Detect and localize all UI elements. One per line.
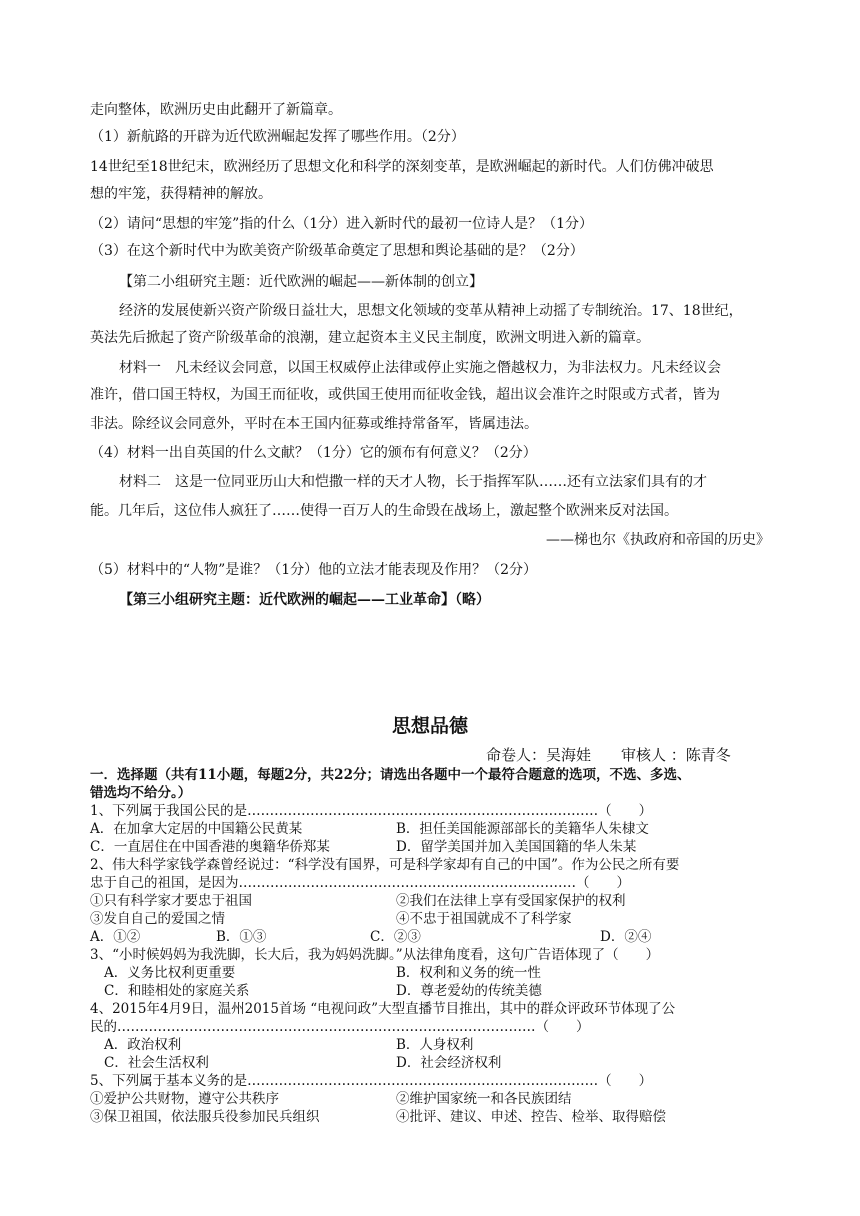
question-2: 2、伟大科学家钱学森曾经说过：“科学没有国界，可是科学家却有自己的中国”。作为公民之所有要 [90, 857, 680, 873]
history-paragraph: 英法先后掀起了资产阶级革命的浪潮，建立起资本主义民主制度，欧洲文明进入新的篇章。 [90, 330, 650, 346]
material-2: 能。几年后，这位伟人疯狂了……使得一百万人的生命毁在战场上，激起整个欧洲来反对法国。 [90, 503, 678, 519]
history-question-1: （1）新航路的开辟为近代欧洲崛起发挥了哪些作用。（2分） [90, 129, 465, 145]
option: A．在加拿大定居的中国籍公民黄某 [90, 821, 303, 837]
statement: ④不忠于祖国就成不了科学家 [396, 911, 572, 927]
group2-heading: 【第二小组研究主题：近代欧洲的崛起——新体制的创立】 [119, 274, 483, 290]
material-2-source: ——梯也尔《执政府和帝国的历史》 [546, 532, 770, 548]
material-2: 材料二 这是一位同亚历山大和恺撒一样的天才人物，长于指挥军队……还有立法家们具有的才 [119, 474, 707, 490]
option: B．人身权利 [396, 1037, 474, 1053]
statement: ③保卫祖国，依法服兵役参加民兵组织 [90, 1109, 320, 1125]
question-4: 4、2015年4月9日，温州2015首场 “电视问政”大型直播节目推出，其中的群众评政环节体现了公 [90, 1001, 676, 1017]
option: C．一直居住在中国香港的奥籍华侨郑某 [90, 839, 330, 855]
option: D．社会经济权利 [396, 1055, 502, 1071]
material-1: 准许，借口国王特权，为国王而征收，或供国王使用而征收金钱，超出议会准许之时限或方式者，皆为 [90, 387, 720, 403]
option: D．②④ [600, 929, 652, 945]
material-1: 材料一 凡未经议会同意，以国王权威停止法律或停止实施之僭越权力，为非法权力。凡未经议会 [119, 360, 721, 376]
statement: ②维护国家统一和各民族团结 [396, 1091, 572, 1107]
history-line: 走向整体，欧洲历史由此翻开了新篇章。 [90, 102, 342, 118]
statement: ①只有科学家才要忠于祖国 [90, 893, 252, 909]
question-5: 5、下列属于基本义务的是……………………………………………………………………（ ） [90, 1073, 653, 1089]
ethics-title: 思想品德 [391, 715, 468, 737]
authors-line: 命卷人：吴海娃 审核人 ：陈青冬 [486, 746, 731, 764]
option: C．②③ [370, 929, 421, 945]
history-paragraph: 经济的发展使新兴资产阶级日益壮大，思想文化领域的变革从精神上动摇了专制统治。17、18世纪， [119, 303, 743, 319]
option: A．义务比权利更重要 [104, 965, 236, 981]
material-1: 非法。除经议会同意外，平时在本王国内征募或维持常备军，皆属违法。 [90, 416, 538, 432]
history-question-2: （2）请问“思想的牢笼”指的什么（1分）进入新时代的最初一位诗人是？（1分） [90, 216, 594, 232]
option: A．政治权利 [104, 1037, 182, 1053]
question-2: 忠于自己的祖国，是因为…………………………………………………………………（ ） [90, 875, 630, 891]
option: A．①② [90, 929, 141, 945]
option: C．和睦相处的家庭关系 [104, 983, 250, 999]
question-4: 民的…………………………………………………………………………………（ ） [90, 1019, 590, 1035]
statement: ③发自自己的爱国之情 [90, 911, 225, 927]
history-paragraph: 想的牢笼，获得精神的解放。 [90, 186, 272, 202]
history-question-4: （4）材料一出自英国的什么文献？（1分）它的颁布有何意义？（2分） [90, 445, 537, 461]
section-heading: 一．选择题（共有11小题，每题2分，共22分；请选出各题中一个最符合题意的选项，不选、多选、 [90, 767, 691, 783]
group3-heading: 【第三小组研究主题：近代欧洲的崛起——工业革命】（略） [119, 592, 490, 608]
history-question-3: （3）在这个新时代中为欧美资产阶级革命奠定了思想和舆论基础的是？（2分） [90, 243, 584, 259]
option: B．权利和义务的统一性 [396, 965, 541, 981]
option: C．社会生活权利 [104, 1055, 209, 1071]
option: B．①③ [216, 929, 267, 945]
history-question-5: （5）材料中的“人物”是谁？（1分）他的立法才能表现及作用？（2分） [90, 562, 538, 578]
statement: ②我们在法律上享有受国家保护的权利 [396, 893, 626, 909]
history-paragraph: 14世纪至18世纪末，欧洲经历了思想文化和科学的深刻变革，是欧洲崛起的新时代。人们仿佛冲破思 [90, 159, 714, 175]
statement: ①爱护公共财物，遵守公共秩序 [90, 1091, 279, 1107]
option: B．担任美国能源部部长的美籍华人朱棣文 [396, 821, 649, 837]
question-3: 3、“小时候妈妈为我洗脚，长大后，我为妈妈洗脚。”从法律角度看，这句广告语体现了（ ） [90, 947, 660, 963]
statement: ④批评、建议、申述、控告、检举、取得赔偿 [396, 1109, 666, 1125]
question-1: 1、下列属于我国公民的是……………………………………………………………………（ ） [90, 803, 653, 819]
option: D．留学美国并加入美国国籍的华人朱某 [396, 839, 637, 855]
section-heading: 错选均不给分。） [90, 785, 192, 801]
option: D．尊老爱幼的传统美德 [396, 983, 542, 999]
